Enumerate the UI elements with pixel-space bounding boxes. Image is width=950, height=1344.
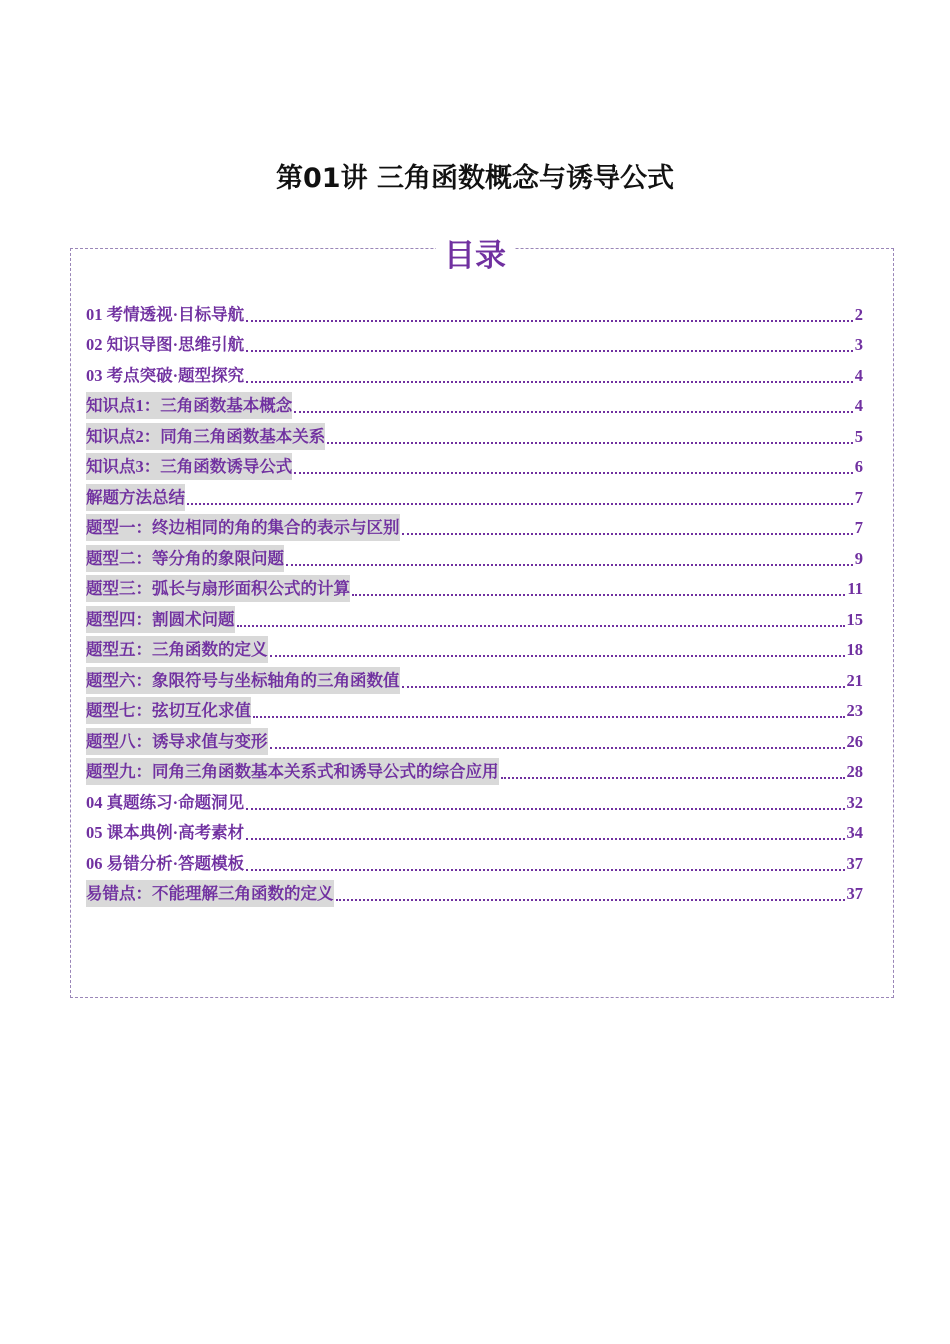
toc-entry-leader [246,320,853,322]
toc-entry-label[interactable]: 05 课本典例·高考素材 [86,823,245,842]
toc-entry[interactable] [86,785,863,816]
toc-entry[interactable] [86,358,863,389]
toc-entry[interactable] [86,755,863,786]
toc-entry-page[interactable]: 7 [854,518,863,537]
toc-entry-page[interactable]: 15 [846,609,863,629]
toc-entry[interactable] [86,663,863,694]
toc-entry-leader [187,503,853,505]
toc-entry-label[interactable]: 易错点：不能理解三角函数的定义 [86,880,334,907]
toc-entry-label[interactable]: 06 易错分析·答题模板 [86,853,245,873]
toc-entry-label[interactable]: 题型一：终边相同的角的集合的表示与区别 [86,514,400,541]
toc-entry-leader [246,808,844,810]
toc-entry-leader [246,381,853,383]
toc-entry-leader [336,899,845,901]
toc-entry-page[interactable]: 37 [846,884,863,903]
toc-entry[interactable] [86,419,863,450]
toc-entry-page[interactable]: 18 [846,640,863,659]
toc-entry-leader [294,472,853,474]
toc-entry-leader [327,442,853,444]
toc-entry[interactable] [86,877,863,908]
toc-entry-label[interactable]: 题型七：弦切互化求值 [86,697,251,724]
toc-entry-page[interactable]: 4 [854,396,863,415]
toc-entry-page[interactable]: 37 [846,853,863,873]
toc-entry-page[interactable]: 7 [854,487,863,507]
toc-entry[interactable] [86,846,863,877]
toc-heading [0,230,950,275]
toc-entry-label[interactable]: 知识点3：三角函数诱导公式 [86,453,292,480]
toc-entry[interactable] [86,633,863,664]
toc-entry-leader [286,564,853,566]
toc-entry-label[interactable]: 03 考点突破·题型探究 [86,365,245,385]
toc-entry-label[interactable]: 知识点1：三角函数基本概念 [86,392,292,419]
toc-entry-label[interactable]: 解题方法总结 [86,484,185,511]
toc-entry-label[interactable]: 04 真题练习·命题洞见 [86,792,245,812]
document-title: 第01讲 三角函数概念与诱导公式 [276,163,674,194]
toc-entry-label[interactable]: 题型二：等分角的象限问题 [86,545,284,572]
toc-entry[interactable] [86,724,863,755]
toc-entry-page[interactable]: 3 [854,335,863,354]
toc-entry-label[interactable]: 题型四：割圆术问题 [86,606,235,633]
toc-entry[interactable] [86,389,863,420]
toc-entry-leader [246,350,853,352]
toc-entry[interactable] [86,480,863,511]
toc-entry-label[interactable]: 02 知识导图·思维引航 [86,335,245,354]
toc-entry-leader [246,869,844,871]
toc-entry-leader [237,625,845,627]
toc-entry-label[interactable]: 题型五：三角函数的定义 [86,636,268,663]
toc-entry-label[interactable]: 题型六：象限符号与坐标轴角的三角函数值 [86,667,400,694]
toc-entry-leader [246,838,844,840]
toc-entry-page[interactable]: 5 [854,426,863,446]
toc-entry-page[interactable]: 6 [854,457,863,476]
toc-entry-label[interactable]: 01 考情透视·目标导航 [86,304,245,324]
toc-entry-leader [501,777,845,779]
toc-entry[interactable] [86,541,863,572]
toc-entry[interactable] [86,816,863,847]
toc-entry-page[interactable]: 23 [846,701,863,720]
toc-entry-page[interactable]: 2 [854,304,863,324]
toc-entry-leader [294,411,853,413]
toc-entry-label[interactable]: 知识点2：同角三角函数基本关系 [86,423,325,450]
toc-heading-text: 目录 [436,238,514,274]
toc-entry-page[interactable]: 26 [846,731,863,751]
toc-entry[interactable] [86,572,863,603]
toc-entry-label[interactable]: 题型八：诱导求值与变形 [86,728,268,755]
toc-entry[interactable] [86,450,863,481]
toc-entry-page[interactable]: 34 [846,823,863,842]
toc-entry[interactable] [86,297,863,328]
toc-entry[interactable] [86,694,863,725]
toc-entry-page[interactable]: 9 [854,548,863,568]
toc-entry[interactable] [86,328,863,359]
toc-entry-leader [270,747,845,749]
toc-entry-leader [402,533,853,535]
toc-entry-leader [270,655,845,657]
toc-entry-label[interactable]: 题型九：同角三角函数基本关系式和诱导公式的综合应用 [86,758,499,785]
toc-entry-label[interactable]: 题型三：弧长与扇形面积公式的计算 [86,575,350,602]
toc-entry-page[interactable]: 11 [847,579,863,598]
toc-entry-page[interactable]: 28 [846,762,863,781]
toc-entry-page[interactable]: 4 [854,365,863,385]
toc-entry-page[interactable]: 21 [846,670,863,690]
toc-entry-leader [253,716,845,718]
toc-list [86,297,863,907]
toc-entry[interactable] [86,602,863,633]
toc-entry-leader [402,686,845,688]
toc-entry[interactable] [86,511,863,542]
toc-entry-page[interactable]: 32 [846,792,863,812]
toc-entry-leader [352,594,845,596]
